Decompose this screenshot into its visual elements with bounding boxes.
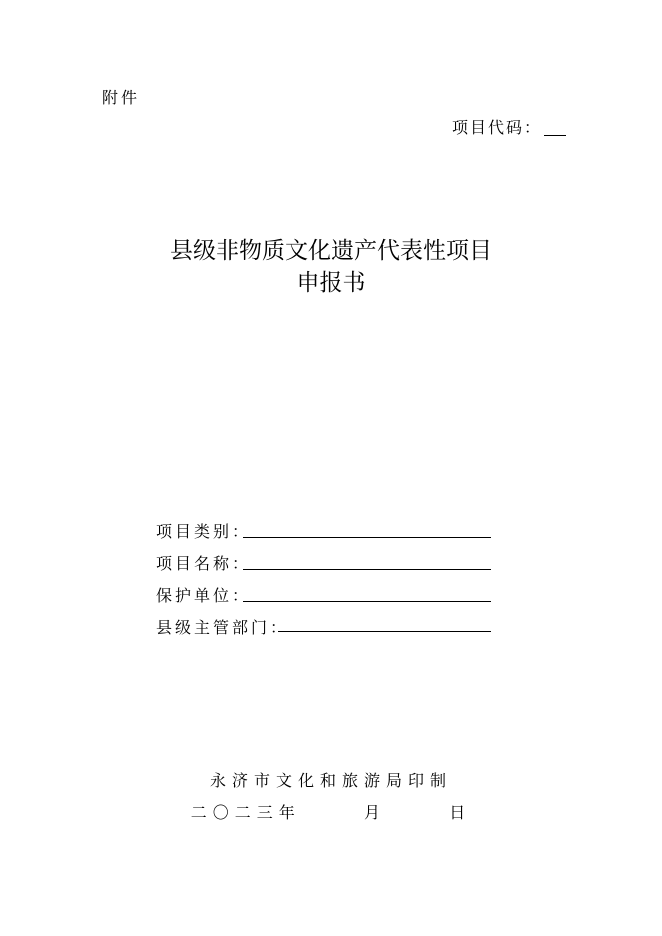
document-subtitle: 申报书: [296, 270, 366, 296]
field-project-name-blank[interactable]: [243, 568, 491, 570]
project-code-blank[interactable]: [544, 119, 566, 136]
project-code: [452, 115, 566, 138]
attachment-label: 附件: [102, 88, 141, 107]
field-protection-unit-blank[interactable]: [243, 600, 491, 602]
document-title: 县级非物质文化遗产代表性项目: [170, 238, 492, 264]
project-code-label: 项目代码：: [452, 118, 543, 137]
field-project-category-blank[interactable]: [243, 536, 491, 538]
field-project-name-label: 项目名称：: [156, 554, 252, 573]
field-project-category-label: 项目类别：: [156, 522, 252, 541]
field-county-authority-label: 县级主管部门：: [156, 618, 290, 637]
issuing-organization: 永济市文化和旅游局印制: [209, 771, 452, 790]
issue-date: 二〇二三年 月 日: [190, 803, 472, 822]
field-protection-unit-label: 保护单位：: [156, 586, 252, 605]
field-county-authority-blank[interactable]: [278, 630, 491, 632]
